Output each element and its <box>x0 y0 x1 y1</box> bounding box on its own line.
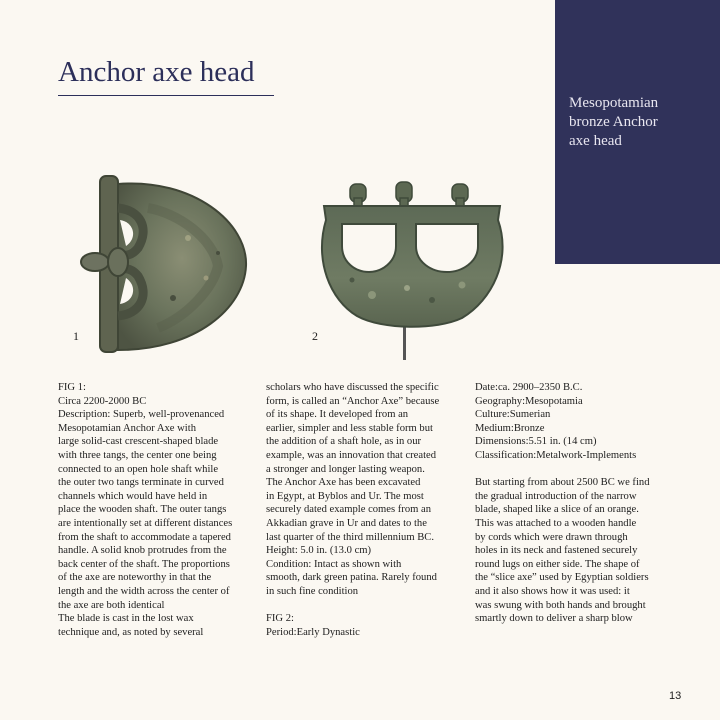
text-line: earlier, simpler and less stable form but <box>266 422 433 434</box>
text-line: place the wooden shaft. The outer tangs <box>58 504 227 516</box>
side-caption <box>569 94 709 151</box>
text-line: Date:ca. 2900–2350 B.C. <box>475 382 583 393</box>
text-line: blade, shaped like a slice of an orange. <box>475 504 639 516</box>
text-line: handle. A solid knob protrudes from the <box>58 545 227 557</box>
figure-2-number: 2 <box>312 329 318 343</box>
text-line: the outer two tangs terminate in curved <box>58 477 224 489</box>
text-line: was swung with both hands and brought <box>475 599 646 611</box>
text-line: Geography:Mesopotamia <box>475 395 583 407</box>
text-line: holes in its neck and fastened securely <box>475 545 638 557</box>
text-line: last quarter of the third millennium BC. <box>266 531 434 543</box>
text-line: with three tangs, the center one being <box>58 449 217 461</box>
text-line: channels which would have held in <box>58 490 208 502</box>
text-line: This was attached to a wooden handle <box>475 517 637 529</box>
text-line: in such fine condition <box>266 585 359 597</box>
text-line: the gradual introduction of the narrow <box>475 490 637 502</box>
anchor-axe-photo-1 <box>78 168 248 356</box>
text-line: of the axe are noteworthy in that the <box>58 572 212 584</box>
text-line: by cords which were drawn through <box>475 531 628 543</box>
text-line: Akkadian grave in Ur and dates to the <box>266 517 427 529</box>
page-title: Anchor axe head <box>58 56 255 88</box>
figure-1-number: 1 <box>73 329 79 343</box>
text-line: Height: 5.0 in. (13.0 cm) <box>266 545 372 557</box>
side-caption-line: axe head <box>569 133 622 149</box>
side-panel <box>555 0 720 264</box>
text-line: The blade is cast in the lost wax <box>58 613 194 625</box>
text-line: connected to an open hole shaft while <box>58 463 219 475</box>
text-line: FIG 1: <box>58 382 86 393</box>
text-column-1 <box>58 381 263 639</box>
text-line: Dimensions:5.51 in. (14 cm) <box>475 436 597 448</box>
text-line: large solid-cast crescent-shaped blade <box>58 436 219 448</box>
text-line: and it also shows how it was used: it <box>475 585 630 597</box>
anchor-axe-photo-2 <box>312 180 512 360</box>
text-line: are intentionally set at different distances <box>58 517 233 529</box>
text-line: Classification:Metalwork-Implements <box>475 449 637 461</box>
text-line: Description: Superb, well-provenanced <box>58 409 225 421</box>
text-line: scholars who have discussed the specific <box>266 382 439 393</box>
side-caption-line: bronze Anchor <box>569 114 658 130</box>
text-line: the “slice axe” used by Egyptian soldiers <box>475 572 649 584</box>
text-line: securely dated example comes from an <box>266 504 432 516</box>
text-line: Period:Early Dynastic <box>266 626 360 638</box>
text-line: But starting from about 2500 BC we find <box>475 477 650 489</box>
text-line: round lugs on either side. The shape of <box>475 558 640 570</box>
text-line: Culture:Sumerian <box>475 409 551 421</box>
text-line: length and the width across the center of <box>58 585 230 597</box>
text-line: of its shape. It developed from an <box>266 409 409 421</box>
text-line: from the shaft to accommodate a tapered <box>58 531 231 543</box>
text-column-3 <box>475 381 690 626</box>
title-underline <box>58 95 274 96</box>
text-line: smartly down to deliver a sharp blow <box>475 613 633 625</box>
blank-line <box>475 463 690 477</box>
text-line: Medium:Bronze <box>475 422 545 434</box>
text-line: smooth, dark green patina. Rarely found <box>266 572 437 584</box>
text-line: in Egypt, at Byblos and Ur. The most <box>266 490 424 502</box>
text-line: back center of the shaft. The proportions <box>58 558 230 570</box>
text-line: Mesopotamian Anchor Axe with <box>58 422 196 434</box>
text-line: form, is called an “Anchor Axe” because <box>266 395 440 407</box>
text-line: The Anchor Axe has been excavated <box>266 477 421 489</box>
text-line: the axe are both identical <box>58 599 165 611</box>
text-line: FIG 2: <box>266 613 294 625</box>
text-column-2 <box>266 381 471 639</box>
page-number: 13 <box>669 690 682 702</box>
text-line: example, was an innovation that created <box>266 449 437 461</box>
text-line: Condition: Intact as shown with <box>266 558 402 570</box>
text-line: Circa 2200-2000 BC <box>58 395 147 407</box>
text-line: the addition of a shaft hole, as in our <box>266 436 422 448</box>
text-line: technique and, as noted by several <box>58 626 204 638</box>
side-caption-line: Mesopotamian <box>569 95 659 111</box>
text-line: a stronger and longer lasting weapon. <box>266 463 425 475</box>
blank-line <box>266 599 471 613</box>
